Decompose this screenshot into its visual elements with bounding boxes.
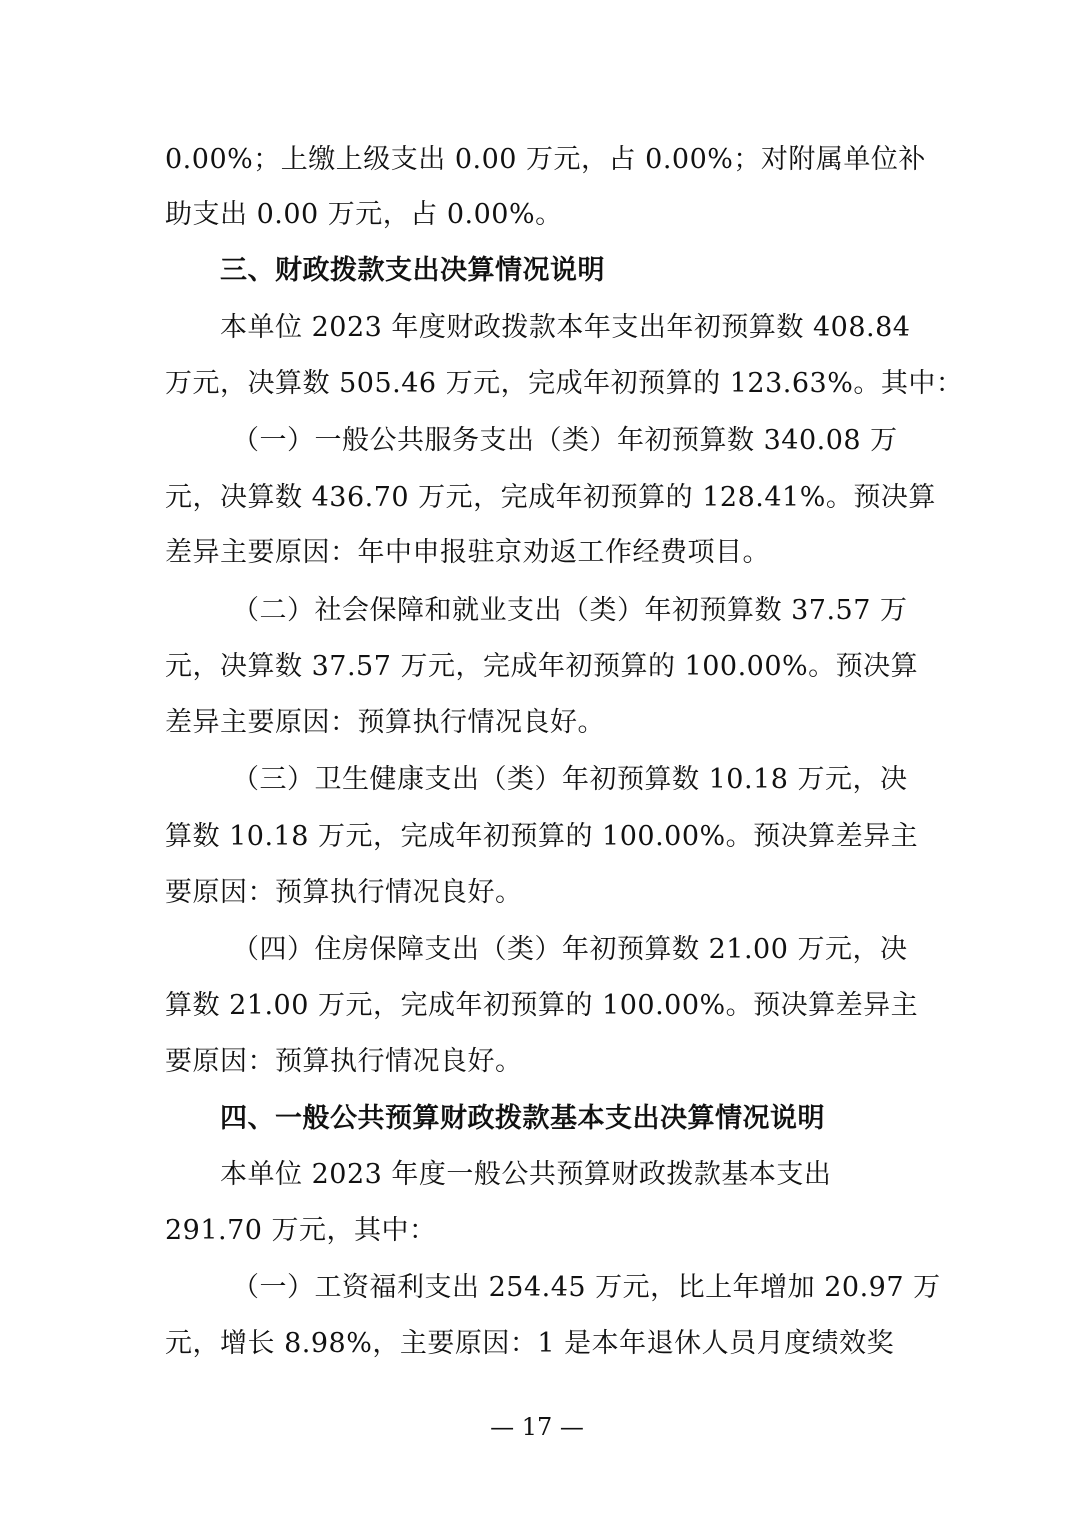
body-text-line: 助支出 0.00 万元，占 0.00%。 — [165, 199, 563, 230]
body-text-line: 元，决算数 436.70 万元，完成年初预算的 128.41%。预决算 — [165, 482, 936, 513]
page-number: — 17 — — [490, 1413, 584, 1441]
body-text-line: 要原因：预算执行情况良好。 — [165, 877, 523, 908]
body-text-line: （一）一般公共服务支出（类）年初预算数 340.08 万 — [232, 425, 898, 456]
body-text-line: （一）工资福利支出 254.45 万元，比上年增加 20.97 万 — [232, 1272, 941, 1303]
body-text-line: 元，增长 8.98%，主要原因：1 是本年退休人员月度绩效奖 — [165, 1328, 895, 1359]
body-text-line: 算数 21.00 万元，完成年初预算的 100.00%。预决算差异主 — [165, 990, 919, 1021]
section-heading-4: 四、一般公共预算财政拨款基本支出决算情况说明 — [220, 1103, 825, 1134]
section-heading-3: 三、财政拨款支出决算情况说明 — [220, 255, 605, 286]
body-text-line: 本单位 2023 年度一般公共预算财政拨款基本支出 — [220, 1159, 832, 1190]
body-text-line: 291.70 万元，其中： — [165, 1215, 437, 1246]
body-text-line: （四）住房保障支出（类）年初预算数 21.00 万元，决 — [232, 934, 908, 965]
body-text-line: 差异主要原因：年中申报驻京劝返工作经费项目。 — [165, 537, 770, 568]
body-text-line: 算数 10.18 万元，完成年初预算的 100.00%。预决算差异主 — [165, 821, 919, 852]
body-text-line: 差异主要原因：预算执行情况良好。 — [165, 707, 605, 738]
body-text-line: 万元，决算数 505.46 万元，完成年初预算的 123.63%。其中： — [165, 368, 964, 399]
body-text-line: 0.00%；上缴上级支出 0.00 万元，占 0.00%；对附属单位补 — [165, 144, 926, 175]
body-text-line: 本单位 2023 年度财政拨款本年支出年初预算数 408.84 — [220, 312, 911, 343]
body-text-line: 要原因：预算执行情况良好。 — [165, 1046, 523, 1077]
body-text-line: 元，决算数 37.57 万元，完成年初预算的 100.00%。预决算 — [165, 651, 919, 682]
body-text-line: （二）社会保障和就业支出（类）年初预算数 37.57 万 — [232, 595, 908, 626]
body-text-line: （三）卫生健康支出（类）年初预算数 10.18 万元，决 — [232, 764, 908, 795]
